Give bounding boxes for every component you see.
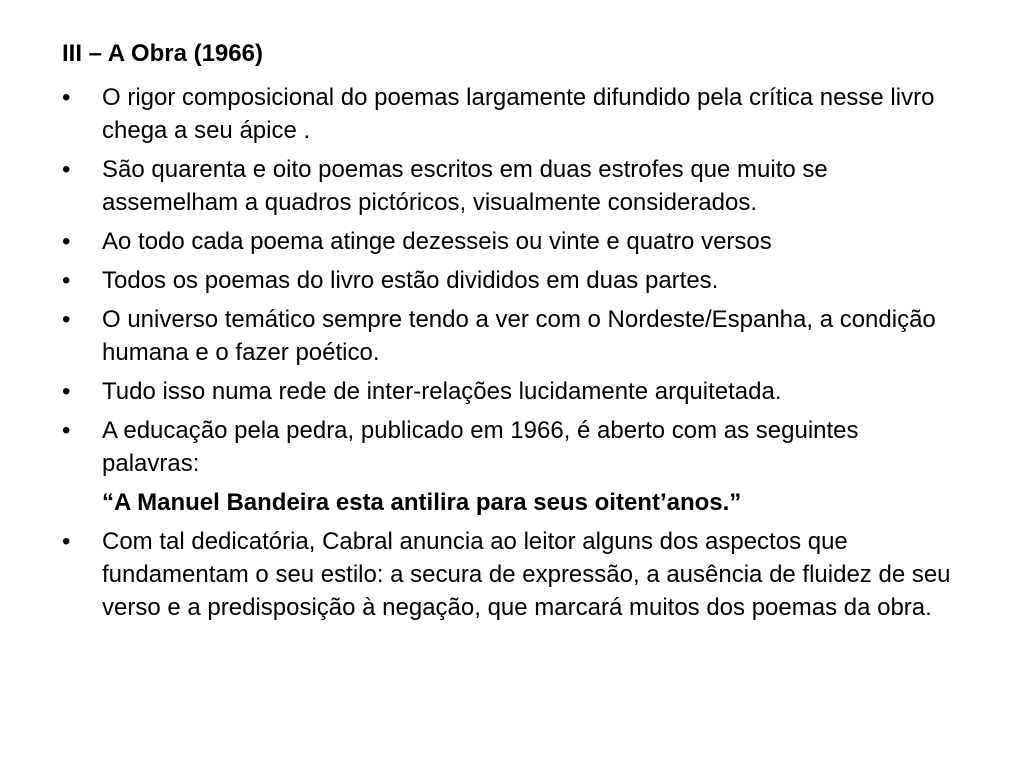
bullet-icon: • <box>62 306 71 333</box>
bullet-list <box>62 81 962 630</box>
bullet-text: A educação pela pedra, publicado em 1966, é aberto com as seguintes palavras: <box>102 417 859 477</box>
bullet-text: São quarenta e oito poemas escritos em duas estrofes que muito se assemelham a quadros pictóricos, visualmente considerados. <box>102 156 828 216</box>
bullet-item <box>62 225 962 258</box>
bullet-text: O universo temático sempre tendo a ver com o Nordeste/Espanha, a condição humana e o fazer poético. <box>102 306 936 366</box>
bullet-icon: • <box>62 378 71 405</box>
bullet-item <box>62 81 962 147</box>
bullet-item <box>62 375 962 408</box>
bullet-icon: • <box>62 156 71 183</box>
dedication-quote: “A Manuel Bandeira esta antilira para seus oitent’anos.” <box>102 489 742 516</box>
bullet-text: Com tal dedicatória, Cabral anuncia ao leitor alguns dos aspectos que fundamentam o seu estilo: a secura de expressão, a ausência de fluidez de seu verso e a predisposição à negação, que marcará muitos dos poemas da obra. <box>102 528 951 621</box>
bullet-item <box>62 264 962 297</box>
bullet-item <box>62 414 962 480</box>
bullet-text: O rigor composicional do poemas largamente difundido pela crítica nesse livro chega a seu ápice . <box>102 84 935 144</box>
bullet-icon: • <box>62 267 71 294</box>
bullet-text: Todos os poemas do livro estão divididos em duas partes. <box>102 267 719 294</box>
bullet-icon: • <box>62 528 71 555</box>
bullet-item <box>62 153 962 219</box>
bullet-icon: • <box>62 84 71 111</box>
bullet-item <box>62 525 962 624</box>
bullet-item <box>62 303 962 369</box>
slide-title: III – A Obra (1966) <box>62 40 263 67</box>
bullet-text: Tudo isso numa rede de inter-relações lucidamente arquitetada. <box>102 378 782 405</box>
bullet-icon: • <box>62 228 71 255</box>
bullet-icon: • <box>62 417 71 444</box>
bullet-text: Ao todo cada poema atinge dezesseis ou vinte e quatro versos <box>102 228 772 255</box>
